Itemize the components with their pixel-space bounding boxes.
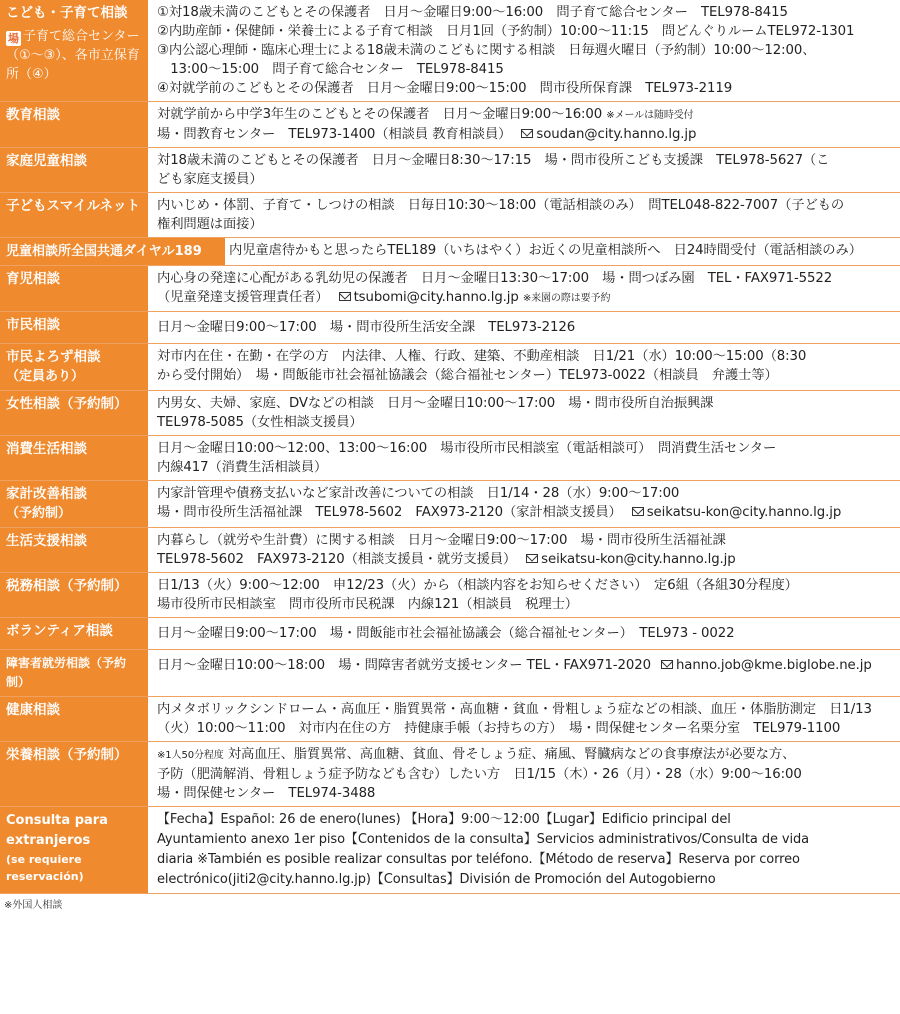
content-line: 対市内在住・在勤・在学の方 内法律、人権、行政、建築、不動産相談 日1/21（水）10:00〜15:00（8:30 (157, 349, 807, 364)
row-content (148, 0, 900, 101)
content-line: 予防（肥満解消、骨粗しょう症予防なども含む）したい方 日1/15（木）・26（月）・28（水）9:00〜16:00 (157, 767, 802, 782)
content-line: 13:00〜15:00 問子育て総合センター TEL978-8415 (157, 62, 504, 77)
label-consumer: 消費生活相談 (0, 436, 148, 480)
row-content (148, 193, 900, 237)
label-livelihood: 生活支援相談 (0, 528, 148, 572)
line-text: 場・問教育センター TEL973-1400（相談員 教育相談員） (157, 127, 512, 142)
content-line: electrónico(jiti2@city.hanno.lg.jp)【Consultas】División de Promoción del Autogobierno (157, 872, 716, 887)
row-citizen (0, 312, 900, 344)
row-content (148, 312, 900, 343)
row-content (148, 697, 900, 741)
label-sub: （定員あり） (6, 369, 85, 384)
row-foreign (0, 807, 900, 894)
content-line (157, 288, 894, 308)
line-text: 日月〜金曜日10:00〜18:00 場・問障害者就労支援センター TEL・FAX971-2020 (157, 658, 651, 673)
label-text: Consulta para extranjeros (6, 813, 108, 848)
mail-icon (521, 129, 533, 138)
label-health: 健康相談 (0, 697, 148, 741)
label-place (6, 27, 142, 84)
label-sub: (se requiere reservación) (6, 853, 84, 883)
row-content (148, 266, 900, 311)
label-yorozu (0, 344, 148, 390)
row-label (0, 0, 148, 101)
content-line (157, 745, 894, 765)
row-content (148, 481, 900, 527)
row-nutrition (0, 742, 900, 807)
row-kids (0, 0, 900, 102)
mail-icon (526, 554, 538, 563)
label-tax: 税務相談（予約制） (0, 573, 148, 617)
content-line: 内暮らし（就労や生計費）に関する相談 日月〜金曜日9:00〜17:00 場・問市役所生活福祉課 (157, 533, 726, 548)
row-content (148, 528, 900, 572)
content-line: 場・問保健センター TEL974-3488 (157, 786, 376, 801)
row-content (148, 391, 900, 435)
content-line (157, 503, 894, 522)
content-line: 内いじめ・体罰、子育て・しつけの相談 日毎日10:30〜18:00（電話相談のみ） 問TEL048-822-7007（子どもの (157, 198, 845, 213)
label-kids: こども・子育て相談 (6, 5, 128, 21)
row-household (0, 481, 900, 528)
content-line (157, 125, 894, 144)
content-line (157, 105, 894, 125)
row-content (148, 344, 900, 390)
line-text: 対就学前から中学3年生のこどもとその保護者 日月〜金曜日9:00〜16:00 (157, 107, 603, 122)
email-link[interactable]: tsubomi@city.hanno.lg.jp (353, 290, 519, 305)
line-text: 対高血圧、脂質異常、高血糖、貧血、骨そしょう症、痛風、腎臓病などの食事療法が必要な方、 (227, 747, 796, 762)
row-content (148, 573, 900, 617)
row-yorozu (0, 344, 900, 391)
label-text: 市民よろず相談 (6, 349, 101, 365)
content-line: （火）10:00〜11:00 対市内在住の方 持健康手帳（お持ちの方） 場・問保健センター名栗分室 TEL979-1100 (157, 721, 841, 736)
line-text: TEL978-5602 FAX973-2120（相談支援員・就労支援員） (157, 552, 517, 567)
content-line (157, 656, 894, 675)
row-content (148, 436, 900, 480)
row-content (148, 807, 900, 893)
row-consumer (0, 436, 900, 481)
email-link[interactable]: hanno.job@kme.biglobe.ne.jp (675, 658, 872, 673)
line-text: 場・問市役所生活福祉課 TEL978-5602 FAX973-2120（家計相談支援員） (157, 505, 622, 520)
line-text: （児童発達支援管理責任者） (157, 290, 329, 305)
email-link[interactable]: seikatsu-kon@city.hanno.lg.jp (646, 505, 842, 520)
content-line (157, 550, 894, 569)
row-content (225, 238, 900, 265)
row-livelihood (0, 528, 900, 573)
label-text: 家計改善相談 (6, 486, 87, 502)
place-tag-icon: 場 (8, 32, 19, 45)
row-volunteer (0, 618, 900, 650)
content-line: ①対18歳未満のこどもとその保護者 日月〜金曜日9:00〜16:00 問子育て総合センター TEL978-8415 (157, 5, 788, 20)
content-line: ども家庭支援員） (157, 172, 263, 187)
footnote: ※外国人相談 (4, 900, 63, 911)
content-line: Ayuntamiento anexo 1er piso【Contenidos de la consulta】Servicios administrativos/Consulta de vida (157, 832, 810, 847)
content-line: 日月〜金曜日9:00〜17:00 場・問飯能市社会福祉協議会（総合福祉センター） TEL973 - 0022 (157, 626, 735, 641)
row-content (148, 618, 900, 649)
row-dial189 (0, 238, 900, 266)
row-smile (0, 193, 900, 238)
row-education (0, 102, 900, 148)
content-line: ④対就学前のこどもとその保護者 日月〜金曜日9:00〜15:00 問市役所保育課 TEL973-2119 (157, 81, 733, 96)
row-tax (0, 573, 900, 618)
content-line: 内線417（消費生活相談員） (157, 460, 328, 475)
content-line: 内児童虐待かもと思ったらTEL189（いちはやく）お近くの児童相談所へ 日24時間受付（電話相談のみ） (229, 243, 862, 258)
content-line: diaria ※También es posible realizar consultas por teléfono.【Método de reserva】Reserva por correo (157, 852, 800, 867)
content-line: 内心身の発達に心配がある乳幼児の保護者 日月〜金曜日13:30〜17:00 場・問つぼみ園 TEL・FAX971-5522 (157, 271, 833, 286)
row-content (148, 650, 900, 696)
label-volunteer: ボランティア相談 (0, 618, 148, 649)
label-nutrition: 栄養相談（予約制） (0, 742, 148, 806)
label-smile: 子どもスマイルネット (0, 193, 148, 237)
row-content (148, 742, 900, 806)
label-disability: 障害者就労相談（予約制） (0, 650, 148, 696)
row-health (0, 697, 900, 742)
label-foreign (0, 807, 148, 893)
content-line: TEL978-5085（女性相談支援員） (157, 415, 363, 430)
row-women (0, 391, 900, 436)
content-line: から受付開始） 場・問飯能市社会福祉協議会（総合福祉センター）TEL973-0022（相談員 弁護士等） (157, 368, 778, 383)
label-family: 家庭児童相談 (0, 148, 148, 192)
label-sub: （予約制） (6, 506, 72, 521)
row-content (148, 148, 900, 192)
content-line: ②内助産師・保健師・栄養士による子育て相談 日月1回（予約制）10:00〜11:15 問どんぐりルームTEL972-1301 (157, 24, 855, 39)
content-line: 内メタボリックシンドローム・高血圧・脂質異常・高血糖・貧血・骨粗しょう症などの相談、血圧・体脂肪測定 日1/13 (157, 702, 872, 717)
email-link[interactable]: seikatsu-kon@city.hanno.lg.jp (541, 552, 736, 567)
content-line: 日1/13（火）9:00〜12:00 申12/23（火）から（相談内容をお知らせください） 定6組（各組30分程度） (157, 578, 798, 593)
label-household (0, 481, 148, 527)
mail-icon (632, 507, 644, 516)
content-line: ③内公認心理師・臨床心理士による18歳未満のこどもに関する相談 日毎週火曜日（予約制）10:00〜12:00、 (157, 43, 816, 58)
label-women: 女性相談（予約制） (0, 391, 148, 435)
row-content (148, 102, 900, 147)
note: ※メールは随時受付 (606, 110, 694, 121)
place-text: 子育て総合センター（①〜③）、各市立保育所（④） (6, 29, 140, 82)
mail-icon (661, 660, 673, 669)
content-line: 内男女、夫婦、家庭、DVなどの相談 日月〜金曜日10:00〜17:00 場・問市役所自治振興課 (157, 396, 714, 411)
label-childcare: 育児相談 (0, 266, 148, 311)
note: ※1人50分程度 (157, 750, 224, 761)
label-dial189: 児童相談所全国共通ダイヤル189 (0, 238, 225, 265)
email-link[interactable]: soudan@city.hanno.lg.jp (536, 127, 697, 142)
content-line: 権利問題は面接） (157, 217, 263, 232)
mail-icon (339, 292, 351, 301)
label-citizen: 市民相談 (0, 312, 148, 343)
label-education: 教育相談 (0, 102, 148, 147)
content-line: 日月〜金曜日9:00〜17:00 場・問市役所生活安全課 TEL973-2126 (157, 320, 576, 335)
row-childcare (0, 266, 900, 312)
content-line: 【Fecha】Español: 26 de enero(lunes) 【Hora】9:00〜12:00【Lugar】Edificio principal del (157, 812, 731, 827)
content-line: 日月〜金曜日10:00〜12:00、13:00〜16:00 場市役所市民相談室（電話相談可） 問消費生活センター (157, 441, 777, 456)
content-line: 内家計管理や債務支払いなど家計改善についての相談 日1/14・28（水）9:00〜17:00 (157, 486, 680, 501)
row-disability (0, 650, 900, 697)
note: ※来園の際は要予約 (522, 293, 611, 304)
content-line: 場市役所市民相談室 問市役所市民税課 内線121（相談員 税理士） (157, 597, 578, 612)
row-family (0, 148, 900, 193)
content-line: 対18歳未満のこどもとその保護者 日月〜金曜日8:30〜17:15 場・問市役所こども支援課 TEL978-5627（こ (157, 153, 830, 168)
